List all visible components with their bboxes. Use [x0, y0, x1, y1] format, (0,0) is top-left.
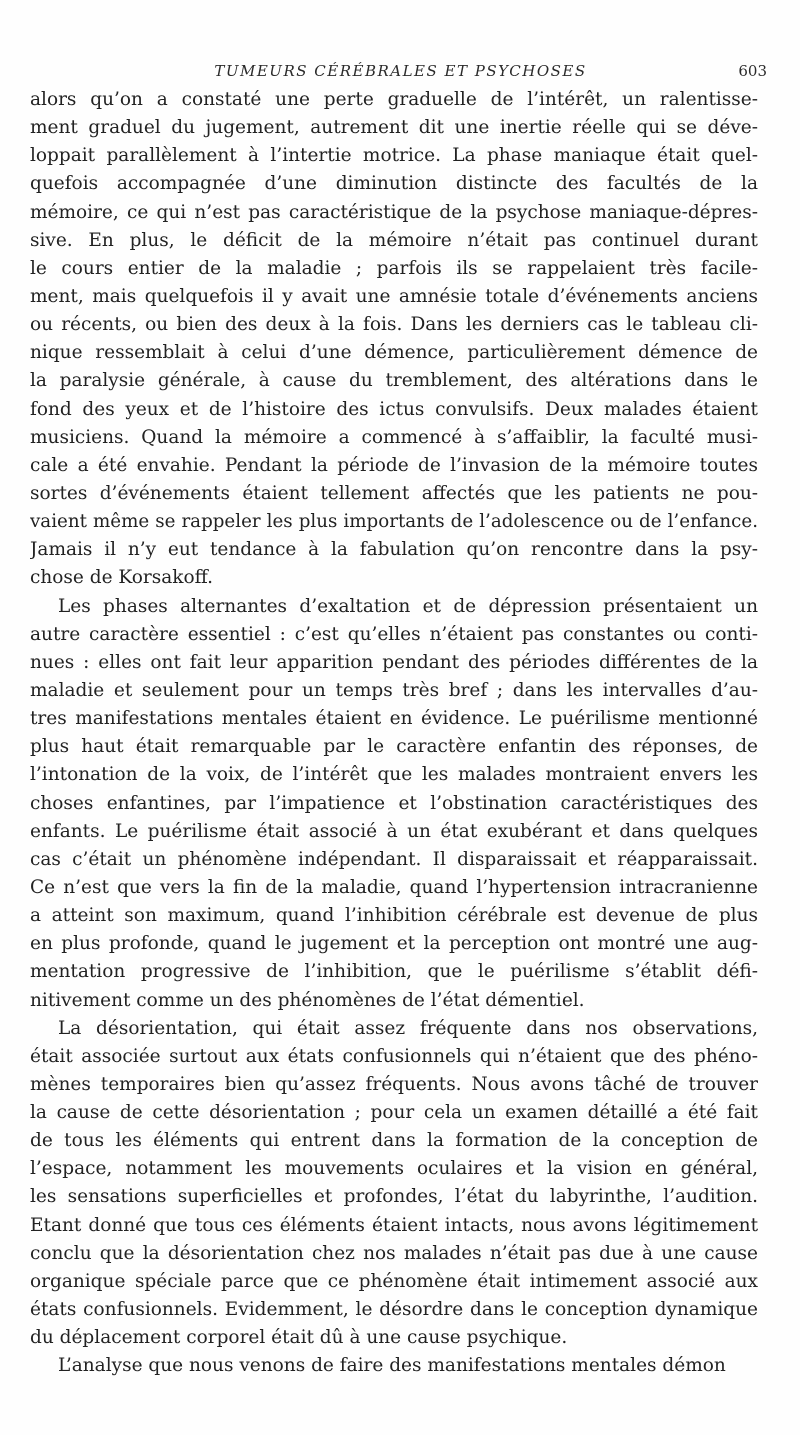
text-line: états confusionnels. Evidemment, le désordre dans le conception dynamique — [30, 1299, 758, 1321]
text-line: musiciens. Quand la mémoire a commencé à s’affaiblir, la faculté musi- — [30, 426, 758, 448]
text-line: alors qu’on a constaté une perte graduelle de l’intérêt, un ralentisse- — [30, 89, 758, 110]
text-line: a atteint son maximum, quand l’inhibition cérébrale est devenue de plus — [30, 905, 758, 927]
text-line: organique spéciale parce que ce phénomène était intimement associé aux — [30, 1270, 758, 1292]
text-line: ou récents, ou bien des deux à la fois. Dans les derniers cas le tableau cli- — [30, 314, 758, 336]
text-line: en plus profonde, quand le jugement et la perception ont montré une aug- — [30, 933, 758, 955]
text-line: Etant donné que tous ces éléments étaient intacts, nous avons légitimement — [30, 1214, 758, 1236]
text-line: La désorientation, qui était assez fréquente dans nos observations, — [58, 1017, 758, 1039]
running-head — [34, 62, 767, 84]
text-line: nitivement comme un des phénomènes de l’état démentiel. — [30, 989, 585, 1011]
text-line: fond des yeux et de l’histoire des ictus convulsifs. Deux malades étaient — [30, 398, 758, 420]
text-line: de tous les éléments qui entrent dans la formation de la conception de — [30, 1130, 758, 1152]
text-line: le cours entier de la maladie ; parfois ils se rappelaient très facile- — [30, 257, 758, 279]
text-line: autre caractère essentiel : c’est qu’elles n’étaient pas constantes ou conti- — [30, 623, 758, 645]
text-line: mentation progressive de l’inhibition, que le puérilisme s’établit défi- — [30, 961, 758, 983]
text-line: nique ressemblait à celui d’une démence, particulièrement démence de — [30, 342, 758, 364]
text-line: ment graduel du jugement, autrement dit une inertie réelle qui se déve- — [30, 117, 758, 139]
text-line: vaient même se rappeler les plus importants de l’adolescence ou de l’enfance. — [30, 511, 758, 533]
text-line: l’espace, notamment les mouvements oculaires et la vision en général, — [30, 1158, 758, 1180]
text-line: nues : elles ont fait leur apparition pendant des périodes différentes de la — [30, 651, 758, 673]
text-line: enfants. Le puérilisme était associé à un état exubérant et dans quelques — [30, 820, 758, 842]
text-line: sive. En plus, le déficit de la mémoire n’était pas continuel durant — [30, 229, 758, 251]
text-line: mémoire, ce qui n’est pas caractéristique de la psychose maniaque-dépres- — [30, 201, 758, 223]
text-line: chose de Korsakoff. — [30, 567, 213, 589]
text-line: cale a été envahie. Pendant la période de l’invasion de la mémoire toutes — [30, 454, 758, 476]
text-line: était associée surtout aux états confusionnels qui n’étaient que des phéno- — [30, 1045, 758, 1067]
text-line: conclu que la désorientation chez nos malades n’était pas due à une cause — [30, 1242, 758, 1264]
text-line: la cause de cette désorientation ; pour cela un examen détaillé a été fait — [30, 1102, 758, 1124]
text-line: choses enfantines, par l’impatience et l’obstination caractéristiques des — [30, 792, 758, 814]
page-number: 603 — [738, 62, 767, 80]
text-line: mènes temporaires bien qu’assez fréquents. Nous avons tâché de trouver — [30, 1073, 758, 1095]
running-title: TUMEURS CÉRÉBRALES ET PSYCHOSES — [214, 62, 587, 80]
text-line: plus haut était remarquable par le caractère enfantin des réponses, de — [30, 736, 758, 758]
text-line: L’analyse que nous venons de faire des manifestations mentales démon — [58, 1355, 726, 1377]
text-line: tres manifestations mentales étaient en évidence. Le puérilisme mentionné — [30, 708, 758, 730]
text-line: du déplacement corporel était dû à une cause psychique. — [30, 1327, 568, 1349]
text-line: Les phases alternantes d’exaltation et de dépression présentaient un — [58, 595, 758, 617]
text-line: cas c’était un phénomène indépendant. Il disparaissait et réapparaissait. — [30, 848, 758, 870]
text-line: ment, mais quelquefois il y avait une amnésie totale d’événements anciens — [30, 285, 758, 307]
text-line: loppait parallèlement à l’intertie motrice. La phase maniaque était quel- — [30, 145, 758, 167]
text-line: la paralysie générale, à cause du tremblement, des altérations dans le — [30, 370, 758, 392]
body-text — [30, 86, 758, 1380]
text-line: Jamais il n’y eut tendance à la fabulation qu’on rencontre dans la psy- — [30, 539, 758, 561]
text-line: sortes d’événements étaient tellement affectés que les patients ne pou- — [30, 482, 758, 504]
text-line: les sensations superficielles et profondes, l’état du labyrinthe, l’audition. — [30, 1186, 758, 1208]
text-line: quefois accompagnée d’une diminution distincte des facultés de la — [30, 173, 758, 195]
text-line: maladie et seulement pour un temps très bref ; dans les intervalles d’au- — [30, 679, 758, 701]
text-line: l’intonation de la voix, de l’intérêt que les malades montraient envers les — [30, 764, 758, 786]
text-line: Ce n’est que vers la fin de la maladie, quand l’hypertension intracranienne — [30, 876, 758, 898]
